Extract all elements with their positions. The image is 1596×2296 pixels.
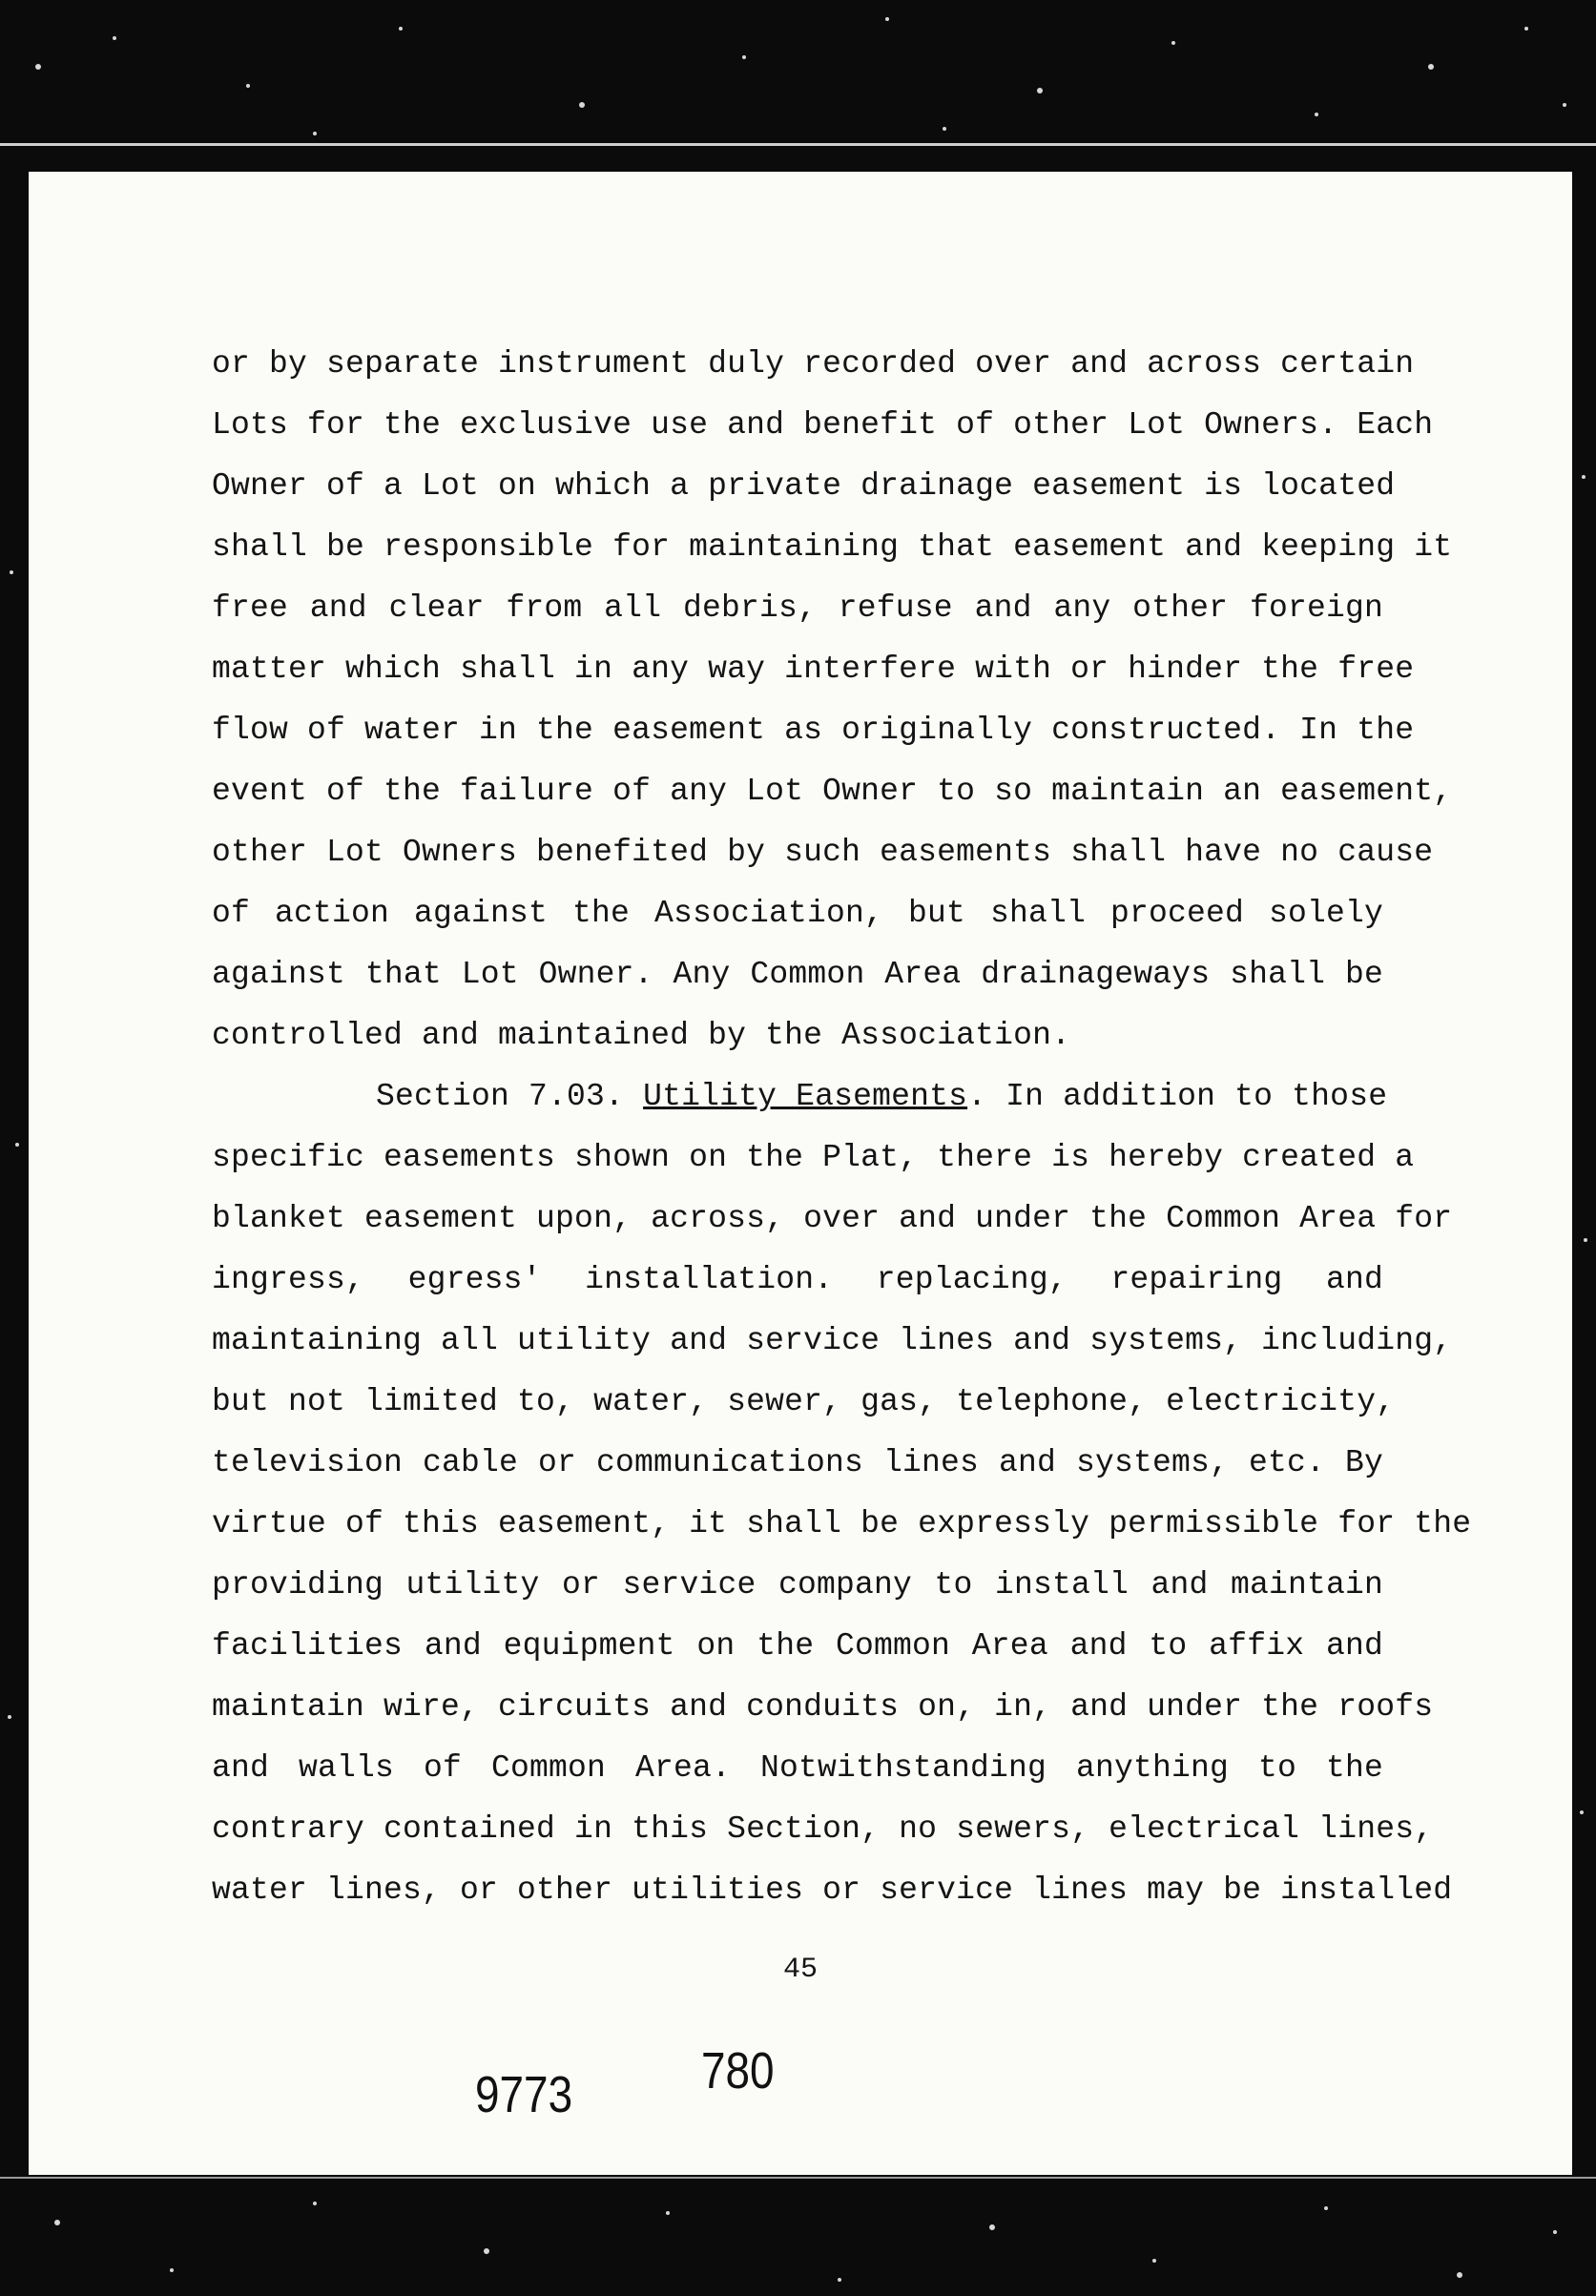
paragraph-line: or by separate instrument duly recorded over and across certain: [212, 346, 1415, 382]
section-line: providing utility or service company to install and maintain: [212, 1567, 1383, 1603]
page-number: 45: [782, 1954, 818, 1986]
section-line: and walls of Common Area. Notwithstanding anything to the: [212, 1750, 1383, 1786]
document-body: [212, 334, 1472, 1921]
paragraph-line: flow of water in the easement as originally constructed. In the: [212, 713, 1415, 748]
section-line: facilities and equipment on the Common Area and to affix and: [212, 1628, 1383, 1664]
section-first-line-text: . In addition to those: [967, 1079, 1388, 1114]
paragraph-line: free and clear from all debris, refuse and any other foreign: [212, 590, 1383, 626]
section-line: maintain wire, circuits and conduits on, in, and under the roofs: [212, 1689, 1434, 1725]
paragraph-line: shall be responsible for maintaining that easement and keeping it: [212, 529, 1453, 565]
section-line: contrary contained in this Section, no sewers, electrical lines,: [212, 1811, 1434, 1847]
paragraph-line: controlled and maintained by the Association.: [212, 1018, 1071, 1053]
section-line: but not limited to, water, sewer, gas, telephone, electricity,: [212, 1384, 1396, 1419]
section-number: Section 7.03.: [376, 1079, 625, 1114]
section-line: water lines, or other utilities or service lines may be installed: [212, 1872, 1453, 1908]
section-line: specific easements shown on the Plat, there is hereby created a: [212, 1140, 1415, 1175]
book-number-stamp: 9773: [475, 2066, 573, 2123]
page-reference-stamp: 780: [701, 2042, 775, 2099]
paragraph-line: against that Lot Owner. Any Common Area drainageways shall be: [212, 957, 1383, 992]
paragraph-line: Lots for the exclusive use and benefit of other Lot Owners. Each: [212, 407, 1434, 443]
paragraph-line: of action against the Association, but shall proceed solely: [212, 896, 1383, 931]
section-title: Utility Easements: [643, 1079, 968, 1114]
paragraph-line: event of the failure of any Lot Owner to so maintain an easement,: [212, 774, 1453, 809]
document-page: [29, 172, 1572, 2175]
section-line: maintaining all utility and service lines and systems, including,: [212, 1323, 1453, 1358]
section-line: virtue of this easement, it shall be expressly permissible for the: [212, 1506, 1472, 1541]
section-line: ingress, egress' installation. replacing, repairing and: [212, 1262, 1383, 1297]
section-line: blanket easement upon, across, over and under the Common Area for: [212, 1201, 1453, 1236]
paragraph-line: other Lot Owners benefited by such easements shall have no cause: [212, 835, 1434, 870]
paragraph-line: Owner of a Lot on which a private drainage easement is located: [212, 468, 1396, 504]
section-heading-line: [212, 1066, 1388, 1127]
section-line: television cable or communications lines and systems, etc. By: [212, 1445, 1383, 1480]
paragraph-line: matter which shall in any way interfere with or hinder the free: [212, 652, 1415, 687]
